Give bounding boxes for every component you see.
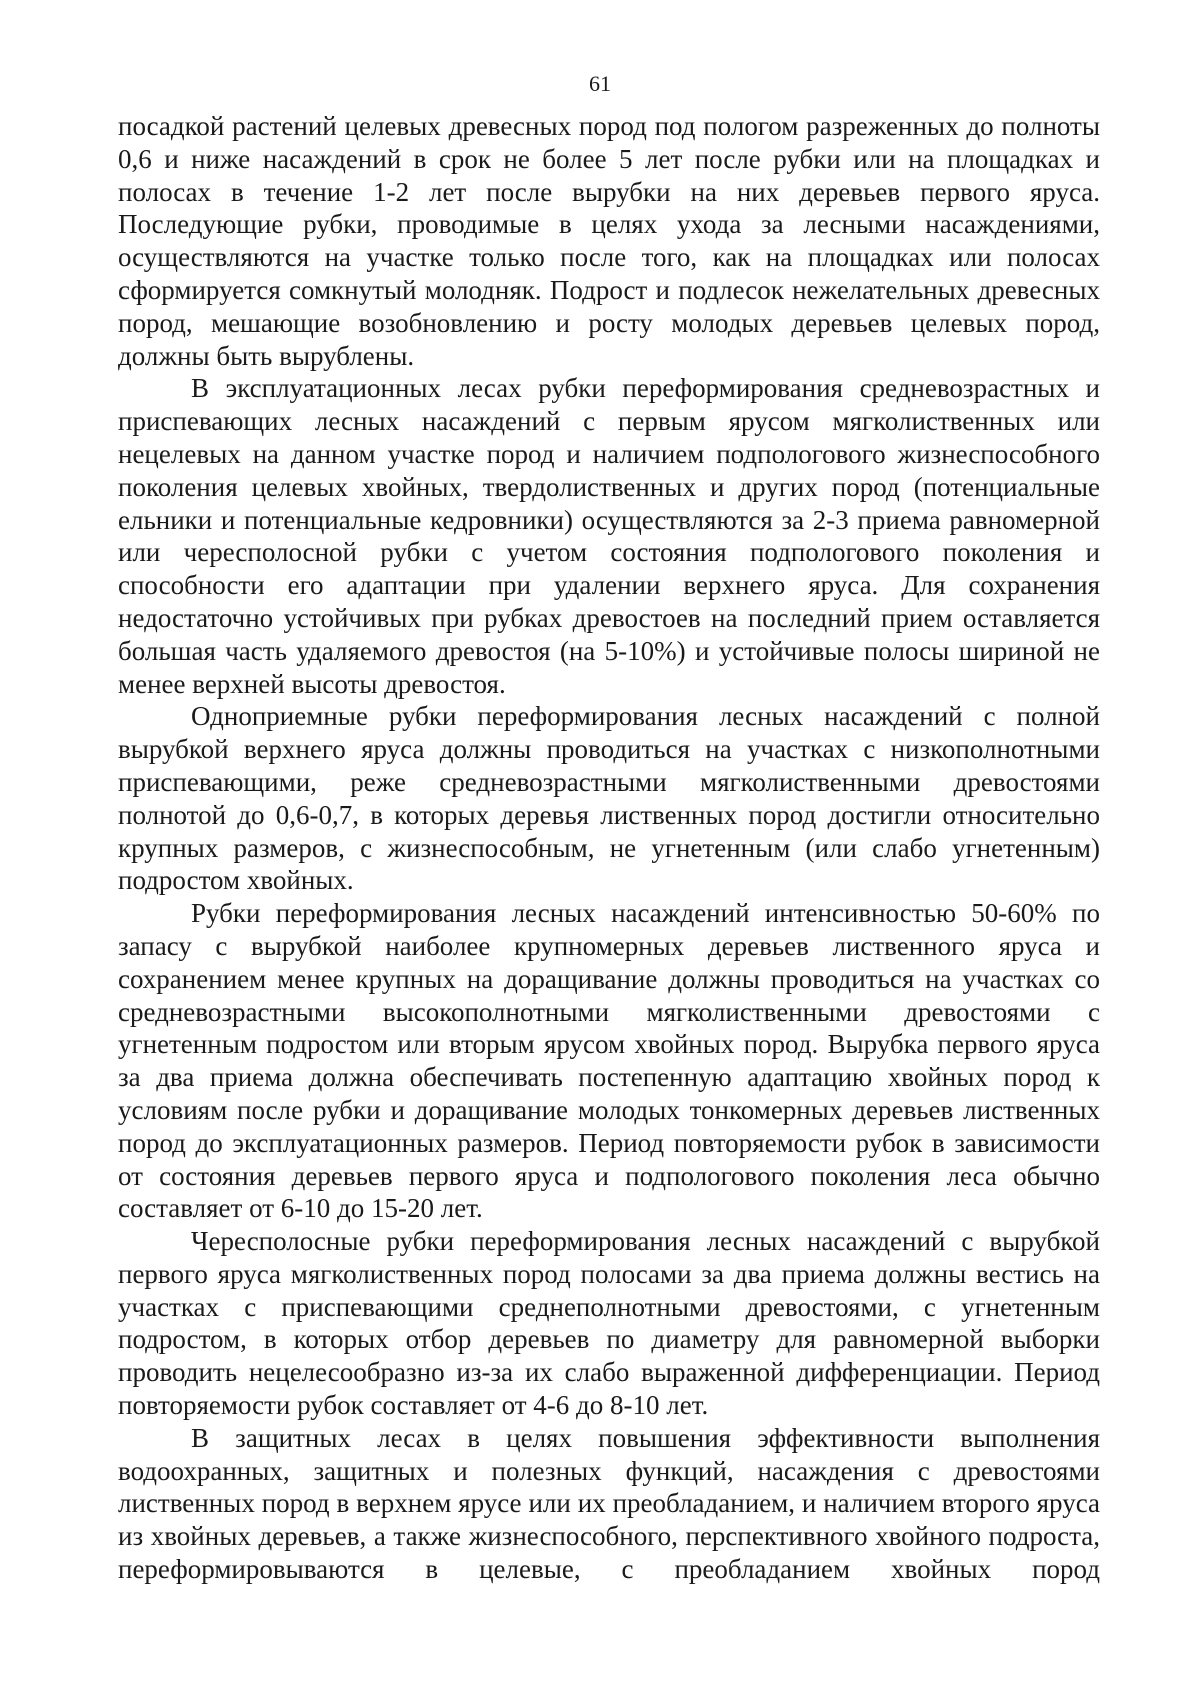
paragraph-exploitation-forests: В эксплуатационных лесах рубки переформирования средневозрастных и приспевающих лесных насаждений с первым ярусом мягколиственных или нецелевых на данном участке пород и наличием подпологового жизнеспособного поколения целевых хвойных, твердолиственных и других пород (потенциальные ельники и потенциальные кедровники) осуществляются за 2-3 приема равномерной или чересполосной рубки с учетом состояния подпологового поколения и способности его адаптации при удалении верхнего яруса. Для сохранения недостаточно устойчивых при рубках древостоев на последний прием оставляется большая часть удаляемого древостоя (на 5-10%) и устойчивые полосы шириной не менее верхней высоты древостоя. bbox=[118, 373, 1100, 699]
body-text bbox=[118, 110, 1100, 1586]
paragraph-continued: посадкой растений целевых древесных пород под пологом разреженных до полноты 0,6 и ниже насаждений в срок не более 5 лет после рубки или на площадках и полосах в течение 1-2 лет после вырубки на них деревьев первого яруса. Последующие рубки, проводимые в целях ухода за лесными насаждениями, осуществляются на участке только после того, как на площадках или полосах сформируется сомкнутый молодняк. Подрост и подлесок нежелательных древесных пород, мешающие возобновлению и росту молодых деревьев целевых пород, должны быть вырублены. bbox=[118, 111, 1100, 371]
paragraph-intensity-cuttings: Рубки переформирования лесных насаждений интенсивностью 50-60% по запасу с вырубкой наиболее крупномерных деревьев лиственного яруса и сохранением менее крупных на доращивание должны проводиться на участках со средневозрастными высокополнотными мягколиственными древостоями с угнетенным подростом или вторым ярусом хвойных пород. Вырубка первого яруса за два приема должна обеспечивать постепенную адаптацию хвойных пород к условиям после рубки и доращивание молодых тонкомерных деревьев лиственных пород до эксплуатационных размеров. Период повторяемости рубок в зависимости от состояния деревьев первого яруса и подпологового поколения леса обычно составляет от 6-10 до 15-20 лет. bbox=[118, 898, 1100, 1224]
page-number: 61 bbox=[589, 71, 611, 96]
paragraph-protective-forests: В защитных лесах в целях повышения эффективности выполнения водоохранных, защитных и полезных функций, насаждения с древостоями лиственных пород в верхнем ярусе или их преобладанием, и наличием второго яруса из хвойных деревьев, а также жизнеспособного, перспективного хвойного подроста, переформировываются в целевые, с преобладанием хвойных пород bbox=[118, 1422, 1100, 1585]
paragraph-strip-cuttings: Чересполосные рубки переформирования лесных насаждений с вырубкой первого яруса мягколиственных пород полосами за два приема должны вестись на участках с приспевающими среднеполнотными древостоями, с угнетенным подростом, в которых отбор деревьев по диаметру для равномерной выборки проводить нецелесообразно из-за их слабо выраженной дифференциации. Период повторяемости рубок составляет от 4-6 до 8-10 лет. bbox=[118, 1226, 1100, 1421]
paragraph-single-stage-cuttings: Одноприемные рубки переформирования лесных насаждений с полной вырубкой верхнего яруса должны проводиться на участках с низкополнотными приспевающими, реже средневозрастными мягколиственными древостоями полнотой до 0,6-0,7, в которых деревья лиственных пород достигли относительно крупных размеров, с жизнеспособным, не угнетенным (или слабо угнетенным) подростом хвойных. bbox=[118, 701, 1100, 896]
